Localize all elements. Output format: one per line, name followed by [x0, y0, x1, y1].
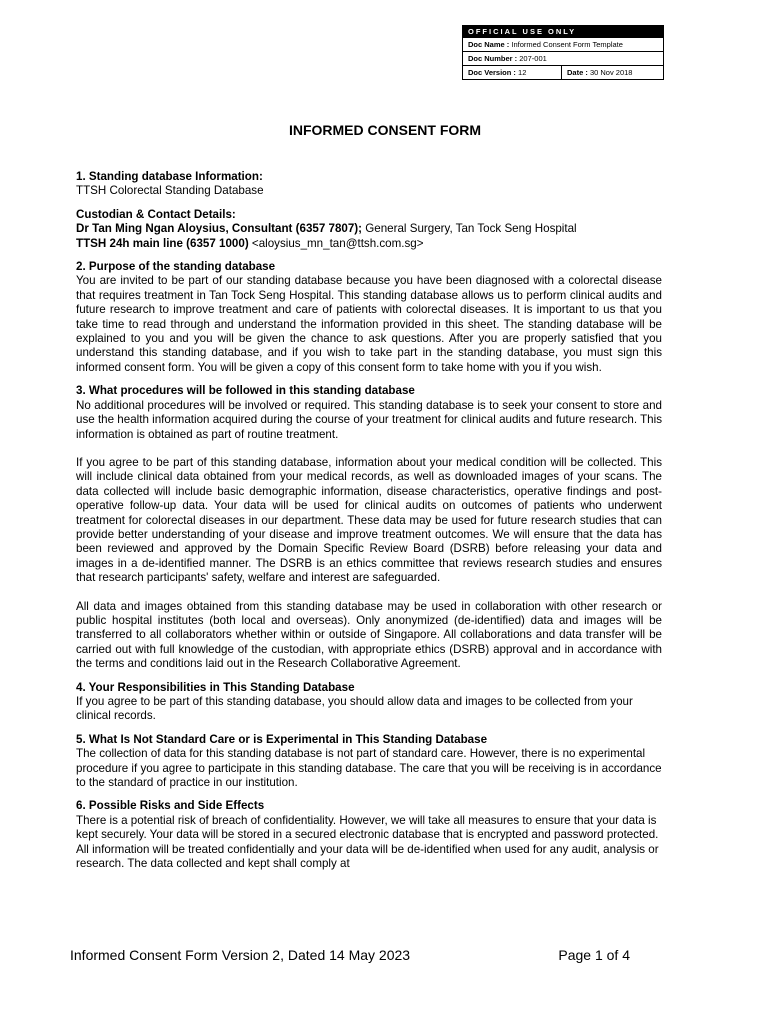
section-3-heading: 3. What procedures will be followed in this standing database [76, 384, 415, 398]
doc-number-row [463, 51, 663, 65]
custodian-heading: Custodian & Contact Details: [76, 207, 236, 221]
form-content [76, 170, 662, 871]
doc-number-label: Doc Number : [468, 54, 518, 63]
section-3-paragraph-2: If you agree to be part of this standing database, information about your medical condition will be collected. This will include clinical data obtained from your medical records, as well as downloaded images of your scans. The data collected will include basic demographic information, disease characteristics, operative findings and post-operative follow-up data. Your data will be used for clinical audits on outcomes of patients who underwent treatment for colorectal diseases in our department. These data may be used for future research studies that can provide better understanding of your disease and improve treatment outcomes. We will ensure that the data has been reviewed and approved by the Domain Specific Review Board (DSRB) before releasing your data and images in a de-identified manner. The DSRB is an ethics committee that reviews research studies and ensures that research participants' safety, welfare and interest are safeguarded. [76, 455, 662, 585]
doc-date-label: Date : [567, 68, 588, 77]
section-6-body: There is a potential risk of breach of confidentiality. However, we will take all measures to ensure that your data is kept securely. Your data will be stored in a secured electronic database that is encrypted and password protected. All information will be treated confidentially and your data will be de-identified when used for any audit, analysis or research. The data collected and kept shall comply at [76, 813, 659, 871]
section-6-heading: 6. Possible Risks and Side Effects [76, 799, 265, 813]
main-line-phone: TTSH 24h main line (6357 1000) [76, 236, 249, 250]
footer-version: Informed Consent Form Version 2, Dated 14 May 2023 [70, 947, 411, 963]
section-5-body: The collection of data for this standing database is not part of standard care. However, there is no experimental procedure if you agree to participate in this standing database. The care that you will be receiving is in accordance to the standard of practice in our institution. [76, 747, 662, 790]
section-5-heading: 5. What Is Not Standard Care or is Experimental in This Standing Database [76, 732, 488, 746]
section-1-heading: 1. Standing database Information: [76, 170, 263, 183]
section-2-body: You are invited to be part of our standing database because you have been diagnosed with a colorectal disease that requires treatment in Tan Tock Seng Hospital. This standing database allows us to perform clinical audits and future research to improve treatment and care of patients with colorectal diseases. It is important to us that you take time to read through and understand the information provided in this sheet. The standing database will be explained to you and you will be given the chance to ask questions. After you are properly satisfied that you understand this standing database, and if you wish to take part in the standing database, you must sign this informed consent form. You will be given a copy of this consent form to take home with you if you wish. [76, 274, 662, 374]
doc-version-value: 12 [518, 68, 527, 77]
custodian-email: <aloysius_mn_tan@ttsh.com.sg> [248, 236, 424, 250]
custodian-name: Dr Tan Ming Ngan Aloysius, Consultant (6357 7807); [76, 222, 363, 236]
custodian-line-1 [76, 222, 662, 236]
doc-number-value: 207-001 [519, 54, 547, 63]
section-1-body: TTSH Colorectal Standing Database [76, 184, 264, 198]
custodian-department: General Surgery, Tan Tock Seng Hospital [362, 222, 577, 236]
form-title: INFORMED CONSENT FORM [288, 122, 482, 138]
doc-date-value: 30 Nov 2018 [589, 68, 633, 77]
official-use-header: OFFICIAL USE ONLY [463, 26, 663, 37]
doc-info-box [462, 25, 664, 80]
section-3-paragraph-3: All data and images obtained from this standing database may be used in collaboration with other research or public hospital institutes (both local and overseas). Only anonymized (de-identified) data and images will be transferred to all collaborators whether within or outside of Singapore. All collaborations and data transfer will be carried out with full knowledge of the custodian, with appropriate ethics (DSRB) approval and in accordance with the terms and conditions laid out in the Research Collaborative Agreement. [76, 599, 662, 671]
doc-name-row [463, 37, 663, 51]
page-number: Page 1 of 4 [558, 947, 630, 963]
section-3-paragraph-1: No additional procedures will be involved or required. This standing database is to seek your consent to store and use the health information acquired during the course of your treatment for clinical audits and future research. This information is obtained as part of routine treatment. [76, 398, 662, 441]
doc-name-label: Doc Name : [468, 40, 510, 49]
page-footer [70, 947, 630, 963]
section-4-heading: 4. Your Responsibilities in This Standing Database [76, 680, 355, 694]
doc-version-row [463, 65, 663, 79]
custodian-line-2 [76, 237, 662, 251]
doc-version-label: Doc Version : [468, 68, 516, 77]
section-2-heading: 2. Purpose of the standing database [76, 260, 276, 274]
section-4-body: If you agree to be part of this standing database, you should allow data and images to be collected from your clinical records. [76, 695, 633, 723]
doc-name-value: Informed Consent Form Template [511, 40, 623, 49]
